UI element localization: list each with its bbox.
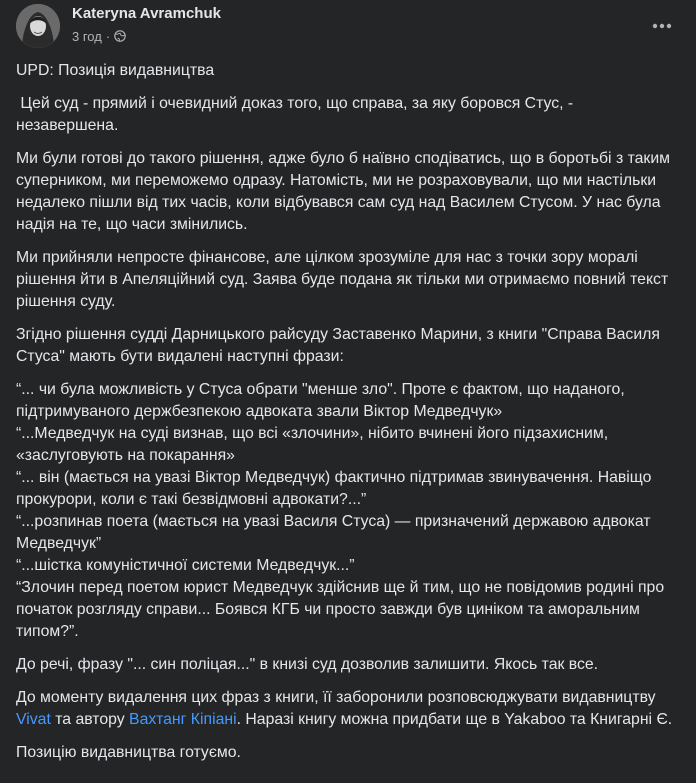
avatar-image [16, 4, 60, 48]
post-paragraph: Ми прийняли непросте фінансове, але цілком зрозуміле для нас з точки зору моралі рішення йти в Апеляційний суд. Заява буде подана як тільки ми отримаємо повний текст рішення суду. [16, 249, 669, 310]
author-name[interactable]: Kateryna Avramchuk [72, 5, 221, 22]
text-segment: До моменту видалення цих фраз з книги, її заборонили розповсюджувати видавництву [16, 689, 656, 706]
vivat-link[interactable]: Vivat [16, 711, 51, 728]
meta-separator: · [105, 28, 111, 44]
post-paragraph: Цей суд - прямий і очевидний доказ того, що справа, за яку боровся Стус, - незавершена. [16, 95, 578, 134]
text-segment: та автору [50, 711, 130, 728]
quoted-phrase: “... чи була можливість у Стуса обрати "менше зло". Проте є фактом, що наданого, підтримуваного держбезпекою адвоката звали Віктор Медведчук» [16, 381, 625, 420]
quoted-phrase: “...Медведчук на суді визнав, що всі «злочини», нібито вчинені його підзахисним, «заслуговують на покарання» [16, 425, 609, 464]
quoted-phrases [16, 379, 676, 643]
more-options-button[interactable] [644, 8, 680, 44]
author-mention-link[interactable]: Вахтанг Кіпіані [129, 711, 237, 728]
post-paragraph: Позицію видавництва готуємо. [16, 744, 241, 761]
quoted-phrase: “Злочин перед поетом юрист Медведчук здійснив ще й тим, що не повідомив родині про початок розгляду справи... Боявся КГБ чи просто завжди був циніком та аморальним типом?”. [16, 579, 665, 640]
post-time[interactable]: 3 год [72, 28, 102, 44]
post-paragraph-upd: UPD: Позиція видавництва [16, 62, 215, 79]
avatar[interactable] [16, 4, 60, 48]
post-paragraph-with-links [16, 687, 676, 731]
post-content [16, 60, 676, 764]
post-paragraph: Ми були готові до такого рішення, адже було б наївно сподіватись, що в боротьбі з таким суперником, ми переможемо одразу. Натомість, ми не розраховували, що ми настільки недалеко пішли від тих часів, коли відбувався сам суд над Василем Стусом. У нас була надія на те, що часи змінились. [16, 150, 671, 233]
post-paragraph: Згідно рішення судді Дарницького райсуду Заставенко Марини, з книги "Справа Василя Стуса" мають бути видалені наступні фрази: [16, 326, 660, 365]
quoted-phrase: “...шістка комуністичної системи Медведчук...” [16, 557, 355, 574]
post-meta [72, 27, 126, 45]
quoted-phrase: “...розпинав поета (мається на увазі Василя Стуса) — призначений державою адвокат Медведчук” [16, 513, 651, 552]
post-paragraph: До речі, фразу "... син поліцая..." в книзі суд дозволив залишити. Якось так все. [16, 656, 599, 673]
post-header [16, 4, 680, 48]
quoted-phrase: “... він (мається на увазі Віктор Медведчук) фактично підтримав звинувачення. Навіщо прокурори, коли є такі безвідмовні адвокати?...” [16, 469, 652, 508]
text-segment: . Наразі книгу можна придбати ще в Yakaboo та Книгарні Є. [236, 711, 673, 728]
globe-icon[interactable] [114, 30, 126, 42]
more-horizontal-icon [652, 23, 672, 29]
